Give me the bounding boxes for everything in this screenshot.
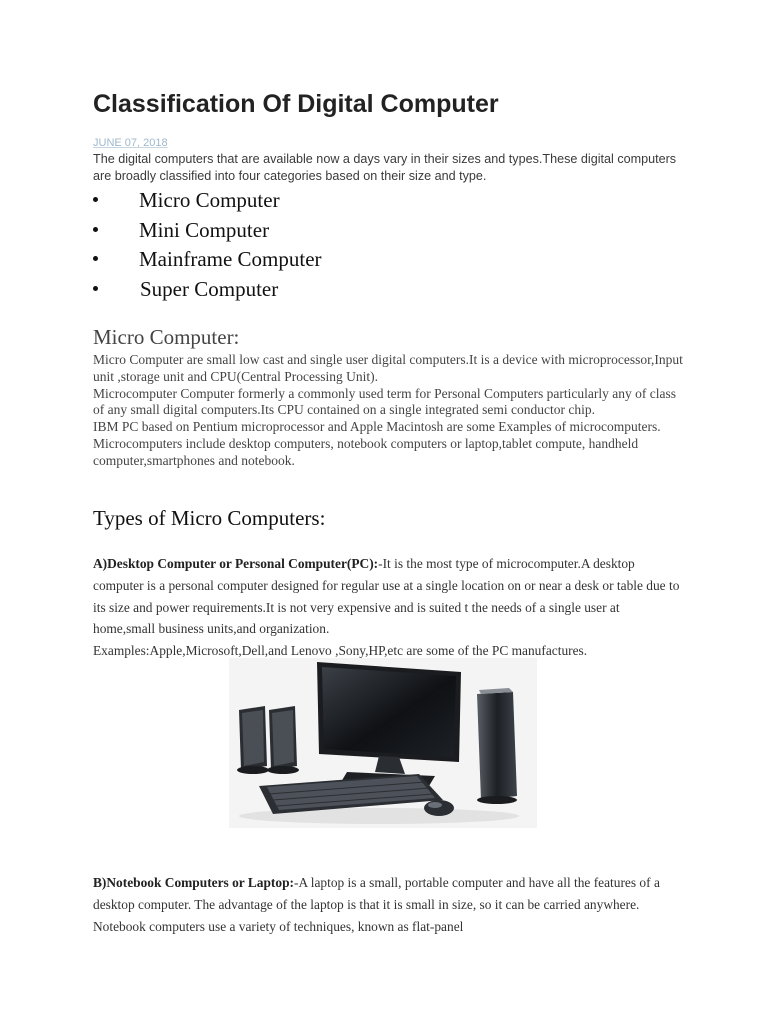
micro-computer-heading: Micro Computer: xyxy=(93,325,240,349)
micro-computer-text xyxy=(93,352,683,470)
speaker-left xyxy=(237,706,269,774)
paragraph: Microcomputer Computer formerly a commonly used term for Personal Computers particularly any of class of any small digital computers.Its CPU contained on a single integrated semi conductor chip. xyxy=(93,385,676,418)
bullet-icon xyxy=(93,197,98,202)
laptop-text: -A laptop is a small, portable computer and have all the features of a desktop computer. The advantage of the laptop is that it is small in size, so it can be carried anywhere. Notebook computers use a variety of techniques, known as flat-panel xyxy=(93,875,660,934)
monitor xyxy=(317,662,461,786)
post-date-link[interactable]: JUNE 07, 2018 xyxy=(93,137,168,149)
bullet-icon xyxy=(93,256,98,261)
page-title: Classification Of Digital Computer xyxy=(93,90,499,118)
intro-text: The digital computers that are available now a days vary in their sizes and types.These digital computers are broadly classified into four categories based on their size and type. xyxy=(93,152,677,183)
speaker-right xyxy=(267,706,299,774)
desktop-examples: Examples:Apple,Microsoft,Dell,and Lenovo ,Sony,HP,etc are some of the PC manufactures. xyxy=(93,643,588,659)
types-heading: Types of Micro Computers: xyxy=(93,506,326,530)
paragraph: Micro Computer are small low cast and single user digital computers.It is a device with microprocessor,Input unit ,storage unit and CPU(Central Processing Unit). xyxy=(93,352,683,384)
tower xyxy=(477,688,517,804)
paragraph: IBM PC based on Pentium microprocessor and Apple Macintosh are some Examples of microcomputers. Microcomputers include desktop computers, notebook computers or laptop,tablet compute, handheld computer,smartphones and notebook. xyxy=(93,419,661,468)
laptop-section xyxy=(93,872,683,937)
desktop-computer-photo xyxy=(229,658,537,828)
desktop-label: A)Desktop Computer or Personal Computer(PC): xyxy=(93,556,379,571)
bullet-icon xyxy=(93,227,98,232)
desktop-text: -It is the most type of microcomputer.A desktop computer is a personal computer designed for regular use at a single location on or near a desk or table due to its size and power requirements.It is not very expensive and is suited t the needs of a single user at home,small business units,and organization. xyxy=(93,556,680,637)
laptop-label: B)Notebook Computers or Laptop: xyxy=(93,875,294,890)
keyboard xyxy=(259,774,443,814)
mouse xyxy=(424,800,454,816)
bullet-icon xyxy=(93,286,98,291)
desktop-section xyxy=(93,553,683,662)
